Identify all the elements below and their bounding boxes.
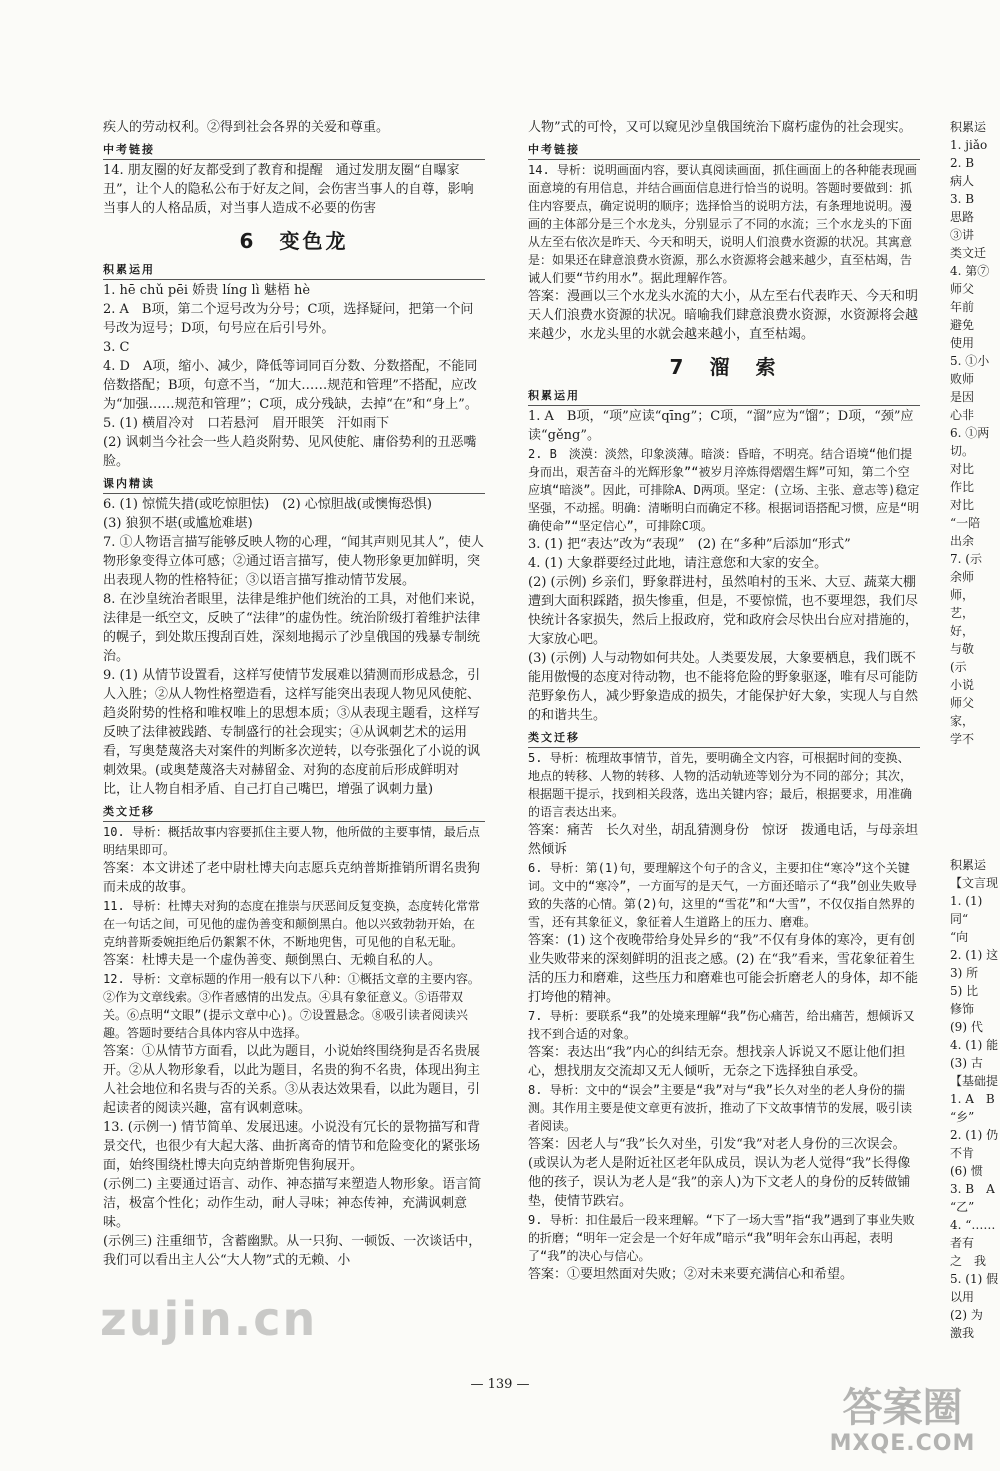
mid-answer-9: 答案：①要坦然面对失败；②对未来要充满信心和希望。 (528, 1267, 854, 1282)
answer-2: 2. A B项，第二个逗号改为分号；C项，选择疑问，把第一个问号改为逗号；D项，句号应在后引号外。 (103, 302, 474, 336)
answer-8: 8. 在沙皇统治者眼里，法律是维护他们统治的工具，对他们来说，法律是一纸空文，反映了“法律”的虚伪性。统治阶级打着维护法律的幌子，到处欺压搜刮百姓，深刻地揭示了沙皇俄国的残暴专制统治。 (103, 592, 484, 664)
right-column-line: 4. “…… (950, 1218, 996, 1232)
right-column-line: 2. (1) 仍 (950, 1128, 999, 1142)
answer-14-mid: 答案：漫画以三个水龙头水流的大小，从左至右代表昨天、今天和明天人们浪费水资源的状况。暗喻我们肆意浪费水资源，水资源将会越来越少，水龙头里的水就会越来越小，直至枯竭。 (528, 289, 919, 342)
guide-7: 7. 导析：要联系“我”的处境来理解“我”伤心痛苦，给出痛苦，想倾诉又找不到合适的对象。 (528, 1009, 915, 1041)
right-column-line: 与敬 (950, 642, 975, 656)
right-column-line: 【基础提 (950, 1074, 999, 1088)
right-column-line: 6. ①两 (950, 426, 990, 440)
answer-4: 4. D A项，缩小、减少，降低等词同百分数、分数搭配，不能同倍数搭配；B项，句意不当，“加大……规范和管理”不搭配，应改为“加强……规范和管理”；C项，成分残缺，去掉“在”和“身上”。 (103, 359, 478, 412)
answer-11: 答案：杜博夫是一个虚伪善变、颠倒黑白、无赖自私的人。 (103, 953, 442, 968)
right-column-line: “乙” (950, 1200, 975, 1214)
right-column-line: 3. B A (950, 1182, 995, 1196)
answer-9: 9. (1) 从情节设置看，这样写使情节发展难以猜测而形成悬念，引人入胜；②从人物性格塑造看，这样写能突出表现人物见风使舵、趋炎附势的性格和唯权唯上的思想本质；③从表现主题看，这样写反映了法律被践踏、专制盛行的社会现实；④从讽刺艺术的运用看，写奥楚蔑洛夫对案件的判断多次逆转，以夸张强化了小说的讽刺效果。(或奥楚蔑洛夫对赫留金、对狗的态度前后形成鲜明对比，让人物自相矛盾、自己打自己嘴巴，增强了讽刺力量) (103, 668, 481, 797)
mid-answer-4-part2: (2) (示例) 乡亲们，野象群进村，虽然咱村的玉米、大豆、蔬菜大棚遭到大面积踩踏，损失惨重，但是，不要惊慌，也不要埋怨，我们尽快统计各家损失，然后上报政府，党和政府会尽快出台应对措施的，大家放心吧。 (528, 575, 919, 647)
right-column-line: “乡” (950, 1110, 975, 1124)
right-column-line: 3) 所 (950, 966, 979, 980)
right-column-line: 艺， (950, 606, 975, 620)
answer-13-part2: (示例二) 主要通过语言、动作、神态描写来塑造人物形象。语言简洁，极富个性化；动作生动，耐人寻味；神态传神，充满讽刺意味。 (103, 1177, 482, 1230)
right-column-line: 师父 (950, 282, 975, 296)
right-column-line: 年前 (950, 300, 975, 314)
right-column-line: 者有 (950, 1236, 975, 1250)
right-column-line: 2. (1) 这 (950, 948, 999, 962)
right-column-line: 4. (1) 能 (950, 1038, 999, 1052)
right-column-line (950, 766, 1000, 784)
right-column-line (950, 838, 1000, 856)
chapter-title-6: 6 变色龙 (239, 229, 349, 253)
right-column-line: 1. (1) (950, 894, 983, 908)
right-column-line: 2. B (950, 156, 975, 170)
guide-5: 5. 导析：梳理故事情节，首先，要明确全文内容，可根据时间的变换、地点的转移、人物的转移、人物的活动轨迹等划分为不同的部分；其次，根据题干提示，找到相关段落，选出关键内容；最后，根据要求，用准确的语言表达出来。 (528, 751, 913, 819)
right-column-line (950, 748, 1000, 766)
guide-11: 11. 导析：杜博夫对狗的态度在推崇与厌恶间反复变换，态度转化常常在一句话之间，可见他的虚伪善变和颠倒黑白。他以兴致勃勃开始，在克纳普斯委婉拒绝后仍絮絮不休，不断地兜售，可见他的自私无耻。 (103, 899, 480, 949)
right-column-line: 5) 比 (950, 984, 979, 998)
right-column-line: 余师 (950, 570, 975, 584)
right-column-line: 【文言现 (950, 876, 999, 890)
answer-13-part3: (示例三) 注重细节，含蓄幽默。从一只狗、一顿饭、一次谈话中，我们可以看出主人公“大人物”式的无赖、小 (103, 1234, 482, 1268)
right-column-line: 师， (950, 588, 975, 602)
right-column-line: 败师 (950, 372, 975, 386)
chapter-title-7: 7 溜 索 (669, 355, 779, 379)
section-heading-leiwen-mid: 类文迁移 (528, 728, 920, 748)
right-column-line: 思路 (950, 210, 975, 224)
right-column-line: 积累运 (950, 858, 987, 872)
mid-answer-2: 2. B 淡漠：淡然，印象淡薄。暗淡：昏暗，不明亮。结合语境“他们提身而出，艰苦奋斗的光辉形象”“被岁月淬炼得熠熠生辉”可知，第二个空应填“暗淡”。因此，可排除A、D两项。坚定：(立场、主张、意志等)稳定坚强，不动摇。明确：清晰明白而确定不移。根据词语搭配习惯，应是“明确使命”“坚定信心”，可排除C项。 (528, 447, 920, 533)
right-column-cropped (950, 118, 1000, 1342)
right-column-line: 1. jiǎo (950, 138, 988, 152)
section-heading-jilei: 积累运用 (103, 260, 485, 280)
right-column-line (950, 820, 1000, 838)
guide-8: 8. 导析：文中的“误会”主要是“我”对与“我”长久对坐的老人身份的揣测。其作用主要是使文章更有波折，推动了下文故事情节的发展，吸引读者阅读。 (528, 1083, 913, 1133)
answer-13-part1: 13. (示例一) 情节简单、发展迅速。小说没有冗长的景物描写和背景交代，也很少有大起大落、曲折离奇的情节和危险变化的紧张场面，始终围绕杜博夫向克纳普斯兜售狗展开。 (103, 1120, 481, 1173)
right-column-line: 激我 (950, 1326, 975, 1340)
right-column-line: (示 (950, 660, 967, 674)
right-column-line: 作比 (950, 480, 975, 494)
page-number: — 139 — (470, 1377, 530, 1392)
right-column-line: 病人 (950, 174, 975, 188)
mid-answer-4-part3: (3) (示例) 人与动物如何共处。人类要发展，大象要栖息，我们既不能用傲慢的态度对待动物，也不能将危险的野象驱逐，唯有尽可能防范野象伤人，减少野象造成的损失，才能保护好大象，实现人与自然的和谐共生。 (528, 651, 919, 723)
right-column-line: 心非 (950, 408, 975, 422)
right-column-line: 1. A B (950, 1092, 995, 1106)
mid-top-text: 人物”式的可怜，又可以窥见沙皇俄国统治下腐朽虚伪的社会现实。 (528, 120, 912, 135)
right-column-line: 避免 (950, 318, 975, 332)
mid-answer-3: 3. (1) 把“表达”改为“表现” (2) 在“多种”后添加“形式” (528, 537, 851, 552)
left-top-text: 疾人的劳动权利。②得到社会各界的关爱和尊重。 (103, 120, 390, 135)
watermark-logo-bottom: MXQE.COM (829, 1431, 976, 1456)
guide-10: 10. 导析：概括故事内容要抓住主要人物，他所做的主要事情，最后点明结果即可。 (103, 825, 480, 857)
right-column-line: 家， (950, 714, 975, 728)
guide-9: 9. 导析：扣住最后一段来理解。“下了一场大雪”指“我”遇到了事业失败的折磨；“明年一定会是一个好年成”暗示“我”明年会东山再起，表明了“我”的决心与信心。 (528, 1213, 915, 1263)
answer-5-part2: (2) 讽刺当今社会一些人趋炎附势、见风使舵、庸俗势利的丑恶嘴脸。 (103, 435, 477, 469)
right-column-line: 3. B (950, 192, 975, 206)
right-column-line (950, 784, 1000, 802)
right-column-line: 师父 (950, 696, 975, 710)
right-column-line: (9) 代 (950, 1020, 983, 1034)
right-column-line: 使用 (950, 336, 975, 350)
answer-10: 答案：本文讲述了老中尉杜博夫向志愿兵克纳普斯推销所谓名贵狗而未成的故事。 (103, 861, 481, 895)
answer-12: 答案：①从情节方面看，以此为题目，小说始终围绕狗是否名贵展开。②从人物形象看，以此为题目，名贵的狗不名贵，体现出狗主人社会地位和名贵与否的关系。③从表达效果看，以此为题目，引起读者的阅读兴趣，富有讽刺意味。 (103, 1044, 481, 1116)
guide-12: 12. 导析：文章标题的作用一般有以下八种：①概括文章的主要内容。②作为文章线索。③作者感情的出发点。④具有象征意义。⑤语带双关。⑥点明“文眼”(提示文章中心)。⑦设置悬念。⑧吸引读者阅读兴趣。答题时要结合具体内容从中选择。 (103, 972, 480, 1040)
watermark-logo (815, 1385, 990, 1465)
guide-14: 14. 导析：说明画面内容，要认真阅读画面，抓住画面上的各种能表现画面意境的有用信息，并结合画面信息进行恰当的说明。答题时要做到：抓住内容要点，确定说明的顺序；选择恰当的说明方法，有条理地说明。漫画的主体部分是三个水龙头，分别显示了不同的水流；三个水龙头的下面从左至右依次是昨天、今天和明天，说明人们浪费水资源的状况。其寓意是：如果还在肆意浪费水资源，那么水资源将会越来越少，直至枯竭，告诫人们要“节约用水”。据此理解作答。 (528, 163, 917, 285)
answer-5-part1: 5. (1) 横眉冷对 口若悬河 眉开眼笑 汗如雨下 (103, 416, 390, 431)
right-column-line: 对比 (950, 498, 975, 512)
answer-6-part2: (3) 狼狈不堪(或尴尬难堪) (103, 516, 253, 531)
section-heading-zhongkao: 中考链接 (103, 140, 485, 160)
right-column-line: 积累运 (950, 120, 987, 134)
section-heading-jilei-mid: 积累运用 (528, 386, 920, 406)
guide-6: 6. 导析：第(1)句，要理解这个句子的含义，主要扣住“寒冷”这个关键词。文中的“寒冷”，一方面写的是天气，一方面还暗示了“我”创业失败导致的失落的心情。第(2)句，这里的“雪花”和“大雪”，不仅仅指自然界的雪，还有其象征义，象征着人生道路上的压力、磨难。 (528, 861, 917, 929)
mid-answer-4-part1: 4. (1) 大象群要经过此地，请注意您和大家的安全。 (528, 556, 828, 571)
right-column-line: (3) 古 (950, 1056, 983, 1070)
mid-answer-5: 答案：痛苦 长久对坐，胡乱猜测身份 惊讶 拨通电话，与母亲坦然倾诉 (528, 823, 919, 857)
left-column (103, 118, 485, 1270)
watermark-url: zujin.cn (100, 1292, 318, 1346)
right-column-line: “一陪 (950, 516, 981, 530)
answer-14: 14. 朋友圈的好友都受到了教育和提醒 通过发朋友圈“自曝家丑”，让个人的隐私公布于好友之间，会伤害当事人的自尊，影响当事人的人格品质，对当事人造成不必要的伤害 (103, 163, 474, 216)
watermark-logo-top: 答案圈 (842, 1385, 963, 1431)
right-column-line: 修饰 (950, 1002, 975, 1016)
right-column-line (950, 802, 1000, 820)
right-column-line: “向 (950, 930, 969, 944)
right-column-line: 学不 (950, 732, 975, 746)
right-column-line: 之 我 (950, 1254, 987, 1268)
right-column-line: 5. ①小 (950, 354, 990, 368)
right-column-line: (2) 为 (950, 1308, 983, 1322)
right-column-line: 小说 (950, 678, 975, 692)
right-column-line: 以用 (950, 1290, 975, 1304)
right-column-line: ③讲 (950, 228, 975, 242)
right-column-line: 7. (示 (950, 552, 982, 566)
mid-answer-7: 答案：表达出“我”内心的纠结无奈。想找亲人诉说又不愿让他们担心，想找朋友交流却又无人倾听，无奈之下选择独自承受。 (528, 1045, 906, 1079)
answer-1: 1. hē chǔ pēi 娇贵 líng lì 魅梧 hè (103, 283, 311, 298)
right-column-line: 4. 第⑦ (950, 264, 990, 278)
mid-answer-1: 1. A B项，“项”应读“qīng”；C项，“溜”应为“馏”；D项，“颈”应读“gěng”。 (528, 409, 914, 443)
answer-6-part1: 6. (1) 惊慌失措(或吃惊胆怯) (2) 心惊胆战(或懊悔恐惧) (103, 497, 432, 512)
right-column-line: 切。 (950, 444, 975, 458)
right-column-line: 5. (1) 假 (950, 1272, 999, 1286)
mid-answer-6: 答案：(1) 这个夜晚带给身处异乡的“我”不仅有身体的寒冷，更有创业失败带来的深刻鲜明的沮丧之感。(2) 在“我”看来，雪花象征着生活的压力和磨难，这些压力和磨难也可能会折磨老人的身体，却不能打垮他的精神。 (528, 933, 919, 1005)
section-heading-leiwen: 类文迁移 (103, 802, 485, 822)
right-column-line: (6) 惯 (950, 1164, 983, 1178)
right-column-line: 不肯 (950, 1146, 975, 1160)
section-heading-kewen: 课内精读 (103, 474, 485, 494)
right-column-line: 对比 (950, 462, 975, 476)
right-column-line: 类文迁 (950, 246, 987, 260)
right-column-line: 同“ (950, 912, 969, 926)
mid-answer-8: 答案：因老人与“我”长久对坐，引发“我”对老人身份的三次误会。(或误认为老人是附近社区老年队成员，误认为老人觉得“我”长得像他的孩子，误认为老人是“我”的亲人)为下文老人的身份的反转做铺垫，使情节跌宕。 (528, 1137, 911, 1209)
right-column-line: 好， (950, 624, 975, 638)
middle-column (528, 118, 920, 1284)
answer-3: 3. C (103, 340, 130, 355)
right-column-line: 出余 (950, 534, 975, 548)
answer-7: 7. ①人物语言描写能够反映人物的心理，“闻其声则见其人”，使人物形象变得立体可感；②通过语言描写，使人物形象更加鲜明，突出表现人物的性格特征；③以语言描写推动情节发展。 (103, 535, 484, 588)
section-heading-zhongkao-mid: 中考链接 (528, 140, 920, 160)
right-column-line: 是因 (950, 390, 975, 404)
